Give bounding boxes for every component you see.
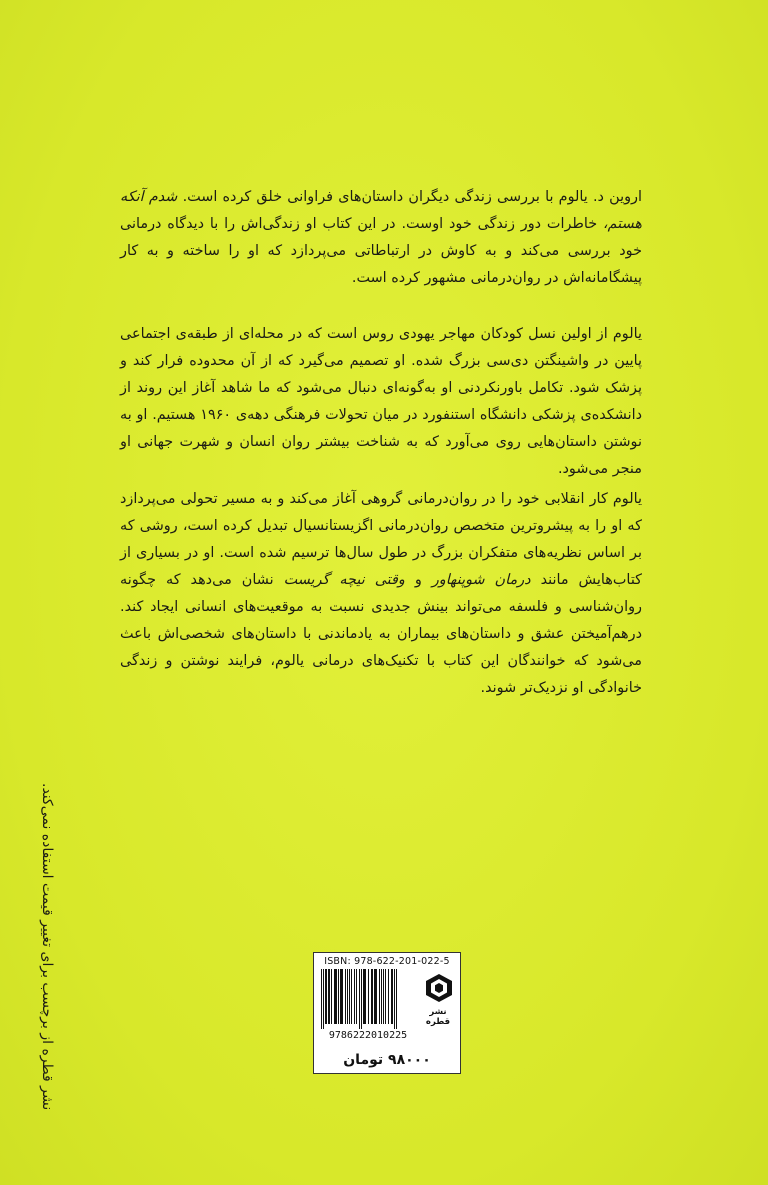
barcode-bar — [334, 969, 336, 1024]
barcode-bar — [356, 969, 357, 1024]
barcode-bar — [383, 969, 384, 1024]
barcode-bar — [347, 969, 348, 1024]
barcode-number: 9786222010225 — [328, 1030, 408, 1041]
publisher-logo-icon — [424, 973, 454, 1003]
book-title-schopenhauer: درمان شوپنهاور — [431, 572, 531, 588]
barcode-bar — [376, 969, 377, 1024]
barcode-bar — [391, 969, 393, 1024]
barcode-bar — [336, 969, 337, 1024]
description-paragraph-3 — [120, 486, 642, 702]
barcode-bar — [385, 969, 386, 1024]
p3-and: و — [414, 572, 422, 588]
barcode-bar — [338, 969, 339, 1024]
barcode-bar — [396, 969, 397, 1029]
price-label-notice: نشر قطره از برچسب برای تغییر قیمت استفاده نمی‌کند. — [39, 782, 55, 1110]
barcode-bar — [351, 969, 352, 1024]
barcode-bar — [365, 969, 366, 1024]
barcode-bar — [349, 969, 350, 1024]
barcode-bar — [354, 969, 355, 1024]
isbn-text: ISBN: 978-622-201-022-5 — [324, 956, 450, 967]
barcode-bar — [394, 969, 395, 1029]
description-paragraph-1 — [120, 184, 642, 292]
barcode-bar — [363, 969, 365, 1024]
barcode-bar — [388, 969, 389, 1024]
p2-text: یالوم از اولین نسل کودکان مهاجر یهودی روس است که در محله‌ای از طبقه‌ی اجتماعی پایین در واشینگتن دی‌سی بزرگ شده. او تصمیم می‌گیرد که از آن محدوده فرار کند و پزشک شود. تکامل باورنکردنی او به‌گونه‌ای دنبال می‌شود که ما شاهد آغاز این روند از دانشکده‌ی پزشکی دانشگاه استنفورد در میان تحولات فرهنگی دهه‌ی ۱۹۶۰ هستیم. او به نوشتن داستان‌هایی روی می‌آورد که به شناخت بیشتر روان انسان و شهرت جهانی او منجر می‌شود. — [120, 326, 642, 477]
barcode-bar — [371, 969, 373, 1024]
barcode-bar — [321, 969, 322, 1029]
barcode-label — [313, 952, 461, 1050]
book-title: شدم آنکه هستم، — [120, 189, 643, 232]
p3-part1: یالوم کار انقلابی خود را در روان‌درمانی گروهی آغاز می‌کند و به مسیر تحولی می‌پردازد که او را به پیشروترین متخصص روان‌درمانی اگزیستانسیال تبدیل کرده است، روشی که بر اساس نظریه‌های متفکران بزرگ در طول سال‌ها ترسیم شده است. او در بسیاری از کتاب‌هایش مانند — [120, 491, 643, 588]
description-paragraph-2 — [120, 321, 642, 483]
barcode-graphic — [320, 969, 418, 1029]
price-tag: ۹۸۰۰۰ تومان — [313, 1047, 461, 1074]
publisher-name: نشر قطره — [425, 1007, 451, 1027]
barcode-bar — [328, 969, 330, 1024]
p1-part2: خاطرات دور زندگی خود اوست. در این کتاب او زندگی‌اش را با دیدگاه درمانی خود بررسی می‌کند و به کاوش در ارتباطاتی می‌پردازد که او را ساخته و به کار پیشگامانه‌اش در روان‌درمانی مشهور کرده است. — [120, 216, 642, 286]
barcode-bar — [325, 969, 327, 1024]
p3-part2: نشان می‌دهد که چگونه روان‌شناسی و فلسفه می‌تواند بینش جدیدی نسبت به موقعیت‌های انسانی ایجاد کند. درهم‌آمیختن عشق و داستان‌های بیماران به یادماندنی با داستان‌های شخصی‌اش باعث می‌شود که خوانندگان این کتاب با تکنیک‌های درمانی یالوم، فرایند نوشتن و زندگی خانوادگی او نزدیک‌تر شوند. — [120, 572, 642, 696]
barcode-bar — [345, 969, 346, 1024]
barcode-bar — [323, 969, 324, 1029]
barcode-bar — [361, 969, 362, 1029]
barcode-bar — [331, 969, 332, 1024]
barcode-bar — [340, 969, 342, 1024]
barcode-bar — [359, 969, 360, 1029]
barcode-bar — [381, 969, 382, 1024]
barcode-bar — [342, 969, 343, 1024]
barcode-bar — [368, 969, 369, 1024]
barcode-bar — [379, 969, 380, 1024]
p1-part1: اروین د. یالوم با بررسی زندگی دیگران داستان‌های فراوانی خلق کرده است. — [182, 189, 642, 205]
barcode-bar — [374, 969, 376, 1024]
book-title-nietzsche: وقتی نیچه گریست — [283, 572, 405, 588]
